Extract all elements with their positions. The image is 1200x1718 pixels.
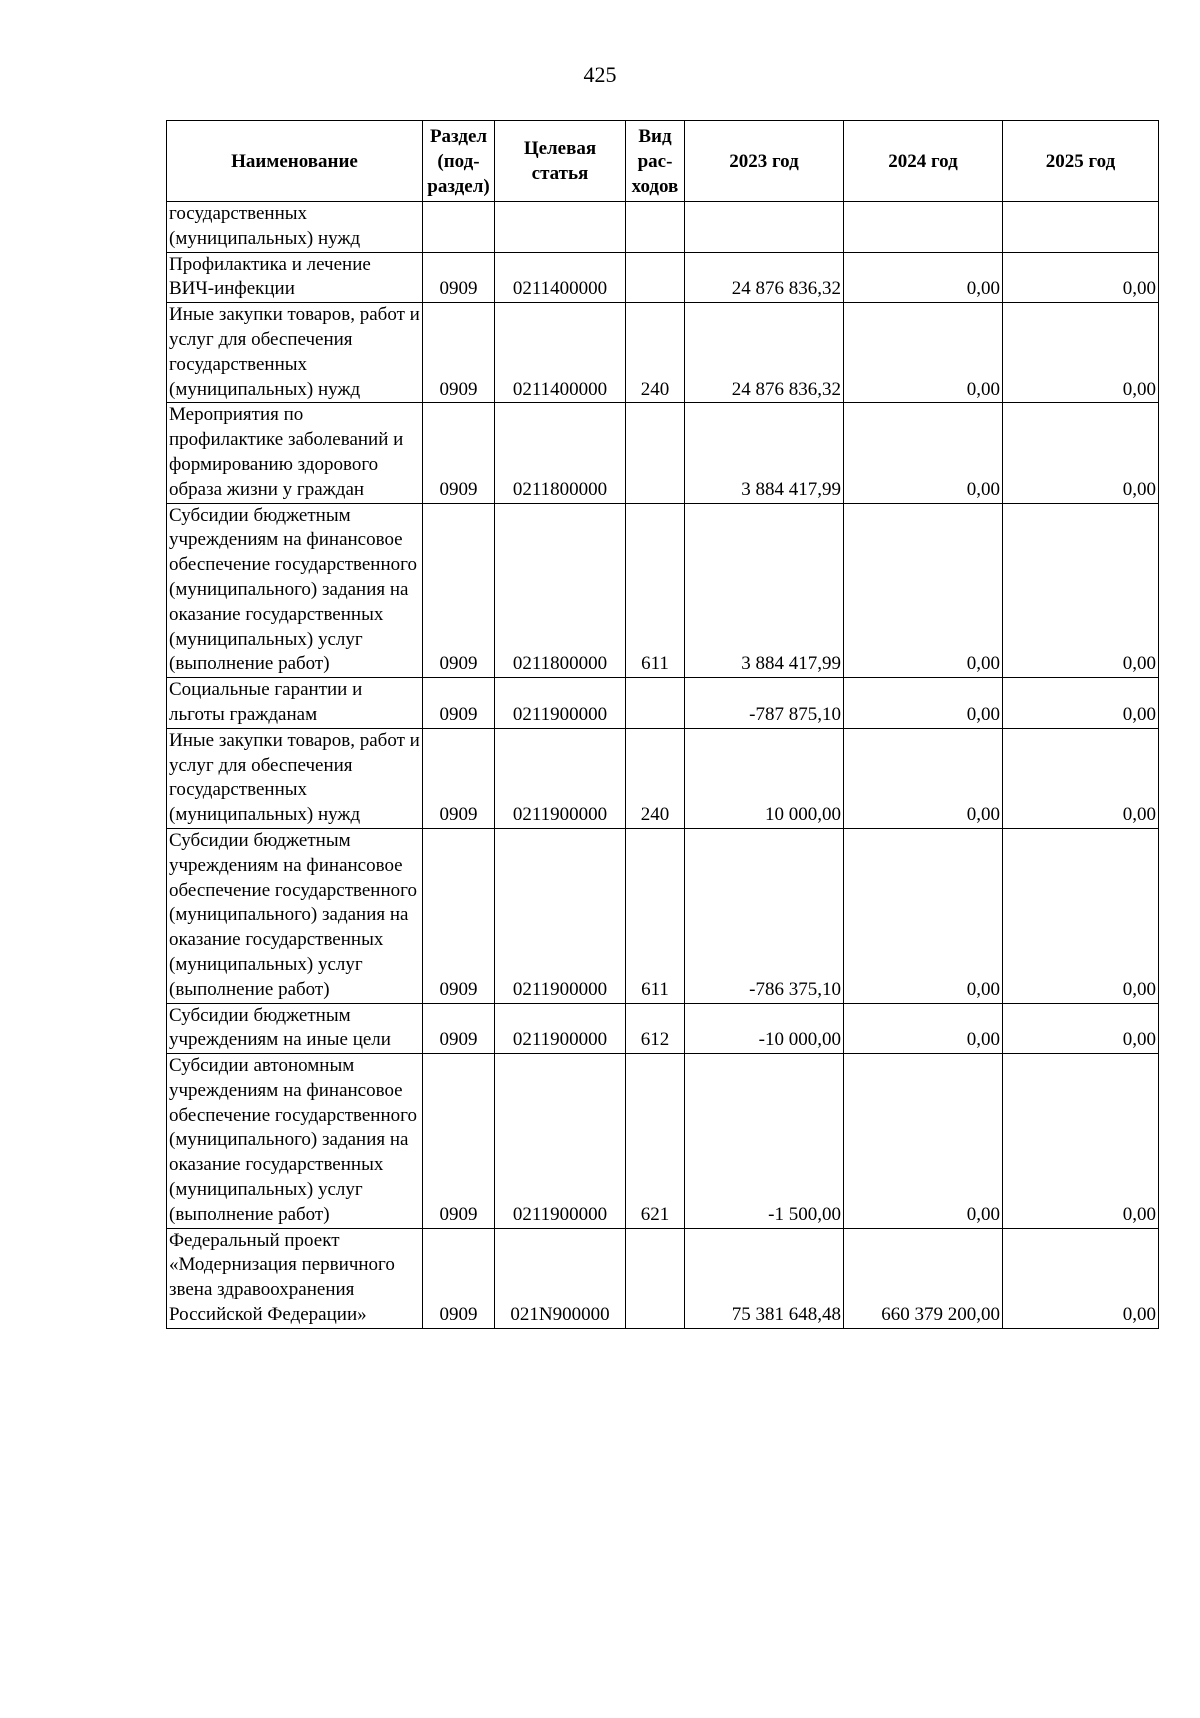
cell-kind (626, 252, 685, 303)
cell-section: 0909 (423, 1228, 495, 1328)
cell-name: Социальные гарантии и льготы гражданам (167, 678, 423, 729)
cell-target: 0211400000 (495, 252, 626, 303)
table-row (167, 403, 1159, 503)
table-row (167, 252, 1159, 303)
cell-2023: 24 876 836,32 (685, 303, 844, 403)
cell-2024: 0,00 (844, 1003, 1003, 1054)
cell-section: 0909 (423, 252, 495, 303)
cell-2023: 3 884 417,99 (685, 403, 844, 503)
cell-section: 0909 (423, 1003, 495, 1054)
cell-2024: 0,00 (844, 1054, 1003, 1229)
cell-target (495, 202, 626, 253)
cell-2025: 0,00 (1003, 503, 1159, 678)
cell-target: 0211900000 (495, 1054, 626, 1229)
cell-2024 (844, 202, 1003, 253)
table-row (167, 202, 1159, 253)
cell-kind (626, 678, 685, 729)
header-2025: 2025 год (1003, 121, 1159, 202)
cell-name: Профилактика и лечение ВИЧ-инфекции (167, 252, 423, 303)
cell-2025: 0,00 (1003, 678, 1159, 729)
header-2024: 2024 год (844, 121, 1003, 202)
cell-kind (626, 403, 685, 503)
cell-name: Субсидии бюджетным учреждениям на финансовое обеспечение государственного (муниципального) задания на оказание государственных (муниципальных) услуг (выполнение работ) (167, 503, 423, 678)
cell-target: 0211800000 (495, 403, 626, 503)
table-row (167, 503, 1159, 678)
cell-name: Федеральный проект «Модернизация первичного звена здравоохранения Российской Федерации» (167, 1228, 423, 1328)
cell-2024: 660 379 200,00 (844, 1228, 1003, 1328)
cell-kind: 240 (626, 303, 685, 403)
cell-2025: 0,00 (1003, 252, 1159, 303)
cell-2025: 0,00 (1003, 1228, 1159, 1328)
cell-section: 0909 (423, 503, 495, 678)
table-row (167, 728, 1159, 828)
cell-kind: 611 (626, 503, 685, 678)
cell-2025: 0,00 (1003, 728, 1159, 828)
table-row (167, 1054, 1159, 1229)
cell-name: Субсидии бюджетным учреждениям на финансовое обеспечение государственного (муниципального) задания на оказание государственных (муниципальных) услуг (выполнение работ) (167, 828, 423, 1003)
cell-2024: 0,00 (844, 678, 1003, 729)
table-row (167, 828, 1159, 1003)
cell-2023: -10 000,00 (685, 1003, 844, 1054)
header-kind: Вид рас-ходов (626, 121, 685, 202)
cell-2023: 75 381 648,48 (685, 1228, 844, 1328)
header-section: Раздел (под-раздел) (423, 121, 495, 202)
cell-kind: 240 (626, 728, 685, 828)
cell-target: 0211900000 (495, 828, 626, 1003)
cell-2025: 0,00 (1003, 828, 1159, 1003)
cell-target: 0211800000 (495, 503, 626, 678)
cell-section: 0909 (423, 303, 495, 403)
cell-target: 0211900000 (495, 728, 626, 828)
table-row (167, 1228, 1159, 1328)
cell-section: 0909 (423, 403, 495, 503)
table-header (167, 121, 1159, 202)
cell-target: 0211400000 (495, 303, 626, 403)
cell-2023: 10 000,00 (685, 728, 844, 828)
cell-section: 0909 (423, 728, 495, 828)
header-target: Целевая статья (495, 121, 626, 202)
cell-2024: 0,00 (844, 303, 1003, 403)
cell-2025: 0,00 (1003, 403, 1159, 503)
cell-name: государственных (муниципальных) нужд (167, 202, 423, 253)
table-row (167, 1003, 1159, 1054)
cell-2025: 0,00 (1003, 1054, 1159, 1229)
cell-target: 0211900000 (495, 1003, 626, 1054)
cell-2024: 0,00 (844, 503, 1003, 678)
cell-name: Субсидии бюджетным учреждениям на иные цели (167, 1003, 423, 1054)
header-name: Наименование (167, 121, 423, 202)
cell-2024: 0,00 (844, 403, 1003, 503)
cell-kind (626, 1228, 685, 1328)
cell-name: Иные закупки товаров, работ и услуг для обеспечения государственных (муниципальных) нужд (167, 303, 423, 403)
page-number: 425 (583, 62, 617, 87)
cell-kind: 611 (626, 828, 685, 1003)
table-row (167, 303, 1159, 403)
cell-kind (626, 202, 685, 253)
cell-kind: 621 (626, 1054, 685, 1229)
cell-2025 (1003, 202, 1159, 253)
cell-section: 0909 (423, 828, 495, 1003)
cell-name: Мероприятия по профилактике заболеваний и формированию здорового образа жизни у граждан (167, 403, 423, 503)
cell-2023: 3 884 417,99 (685, 503, 844, 678)
cell-2025: 0,00 (1003, 303, 1159, 403)
cell-kind: 612 (626, 1003, 685, 1054)
cell-2024: 0,00 (844, 728, 1003, 828)
cell-name: Иные закупки товаров, работ и услуг для обеспечения государственных (муниципальных) нужд (167, 728, 423, 828)
cell-2023 (685, 202, 844, 253)
cell-section (423, 202, 495, 253)
table-row (167, 678, 1159, 729)
cell-2023: -1 500,00 (685, 1054, 844, 1229)
cell-2025: 0,00 (1003, 1003, 1159, 1054)
cell-2024: 0,00 (844, 252, 1003, 303)
cell-target: 021N900000 (495, 1228, 626, 1328)
header-2023: 2023 год (685, 121, 844, 202)
cell-section: 0909 (423, 1054, 495, 1229)
cell-2023: -787 875,10 (685, 678, 844, 729)
cell-2023: 24 876 836,32 (685, 252, 844, 303)
cell-2023: -786 375,10 (685, 828, 844, 1003)
cell-2024: 0,00 (844, 828, 1003, 1003)
cell-target: 0211900000 (495, 678, 626, 729)
table-body (167, 202, 1159, 1329)
budget-table (166, 120, 1159, 1329)
cell-name: Субсидии автономным учреждениям на финансовое обеспечение государственного (муниципального) задания на оказание государственных (муниципальных) услуг (выполнение работ) (167, 1054, 423, 1229)
cell-section: 0909 (423, 678, 495, 729)
